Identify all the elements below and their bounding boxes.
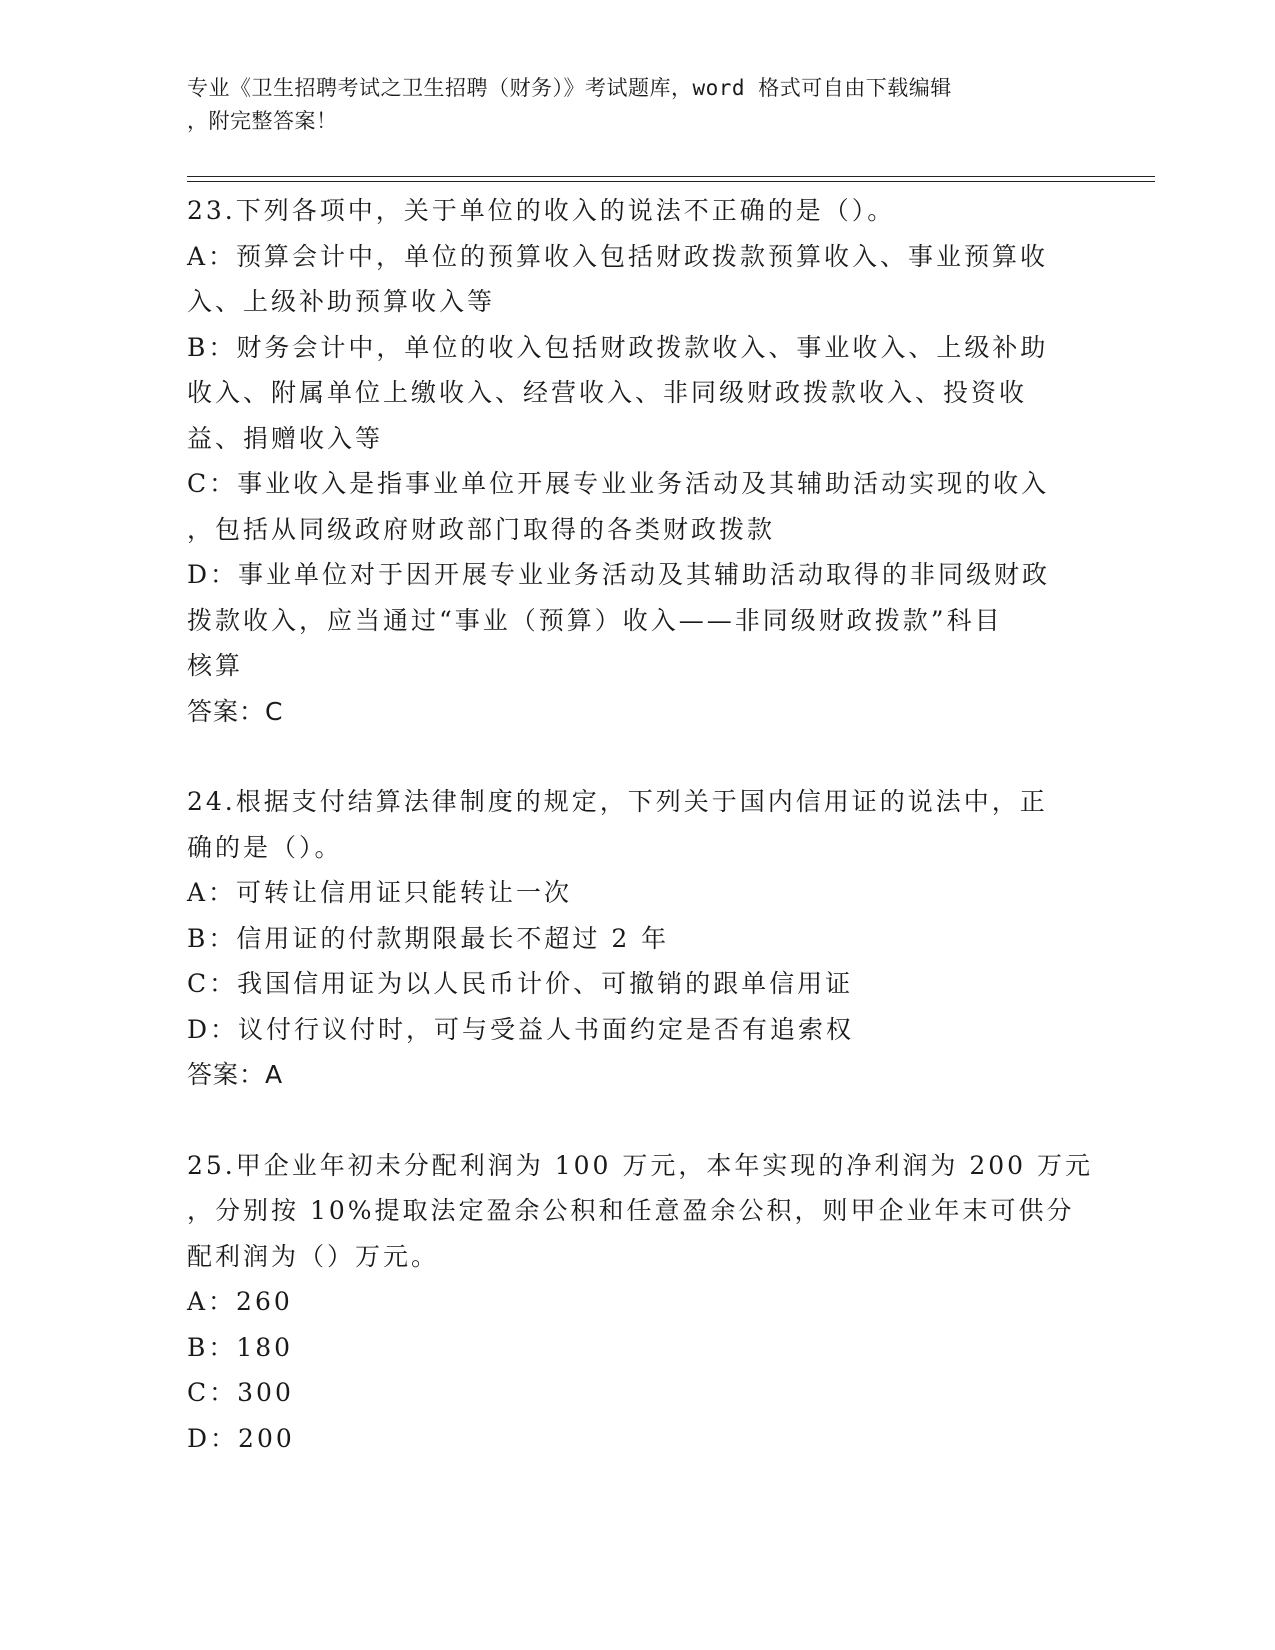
question-stem: 23.下列各项中，关于单位的收入的说法不正确的是（）。 xyxy=(187,196,896,225)
option-text: A：预算会计中，单位的预算收入包括财政拨款预算收入、事业预算收 xyxy=(187,241,1049,271)
document-header xyxy=(187,72,1077,138)
option-text: 核算 xyxy=(187,651,244,680)
option-text: C：300 xyxy=(187,1378,294,1407)
question-stem: 24.根据支付结算法律制度的规定，下列关于国内信用证的说法中，正 xyxy=(187,787,1048,816)
divider-line-top xyxy=(187,176,1155,177)
option-d xyxy=(187,1416,1087,1462)
question-stem: 配利润为（）万元。 xyxy=(187,1241,440,1271)
option-a xyxy=(187,870,1087,916)
option-d xyxy=(187,552,1087,689)
option-text: D：事业单位对于因开展专业业务活动及其辅助活动取得的非同级财政 xyxy=(187,560,1051,589)
option-text: 收入、附属单位上缴收入、经营收入、非同级财政拨款收入、投资收 xyxy=(187,378,1028,407)
option-text: A：260 xyxy=(187,1287,293,1316)
option-text: D：200 xyxy=(187,1423,295,1453)
option-text: D：议付行议付时，可与受益人书面约定是否有追索权 xyxy=(187,1014,855,1044)
header-divider xyxy=(187,176,1155,186)
option-c xyxy=(187,461,1087,552)
option-text: C：事业收入是指事业单位开展专业业务活动及其辅助活动实现的收入 xyxy=(187,469,1050,498)
option-text: 拨款收入，应当通过“事业（预算）收入——非同级财政拨款”科目 xyxy=(187,605,1003,635)
option-text: B：信用证的付款期限最长不超过 2 年 xyxy=(187,923,670,953)
answer-label: 答案：C xyxy=(187,696,284,726)
option-text: B：180 xyxy=(187,1332,294,1362)
option-b xyxy=(187,916,1087,962)
option-b xyxy=(187,1325,1087,1371)
option-text: C：我国信用证为以人民币计价、可撤销的跟单信用证 xyxy=(187,969,854,998)
spacer xyxy=(187,1098,1087,1143)
option-b xyxy=(187,325,1087,462)
question-23 xyxy=(187,188,1087,734)
question-list xyxy=(187,188,1093,1461)
divider-line-bottom xyxy=(187,181,1155,182)
question-25 xyxy=(187,1143,1093,1462)
question-stem: ，分别按 10%提取法定盈余公积和任意盈余公积，则甲企业年末可供分 xyxy=(187,1196,1075,1225)
spacer xyxy=(187,734,1087,779)
answer-label: 答案：A xyxy=(187,1060,284,1089)
option-a xyxy=(187,234,1087,325)
option-c xyxy=(187,961,1087,1007)
question-stem: 确的是（）。 xyxy=(187,832,343,862)
question-24 xyxy=(187,779,1087,1098)
question-stem: 25.甲企业年初未分配利润为 100 万元，本年实现的净利润为 200 万元 xyxy=(187,1150,1093,1180)
option-d xyxy=(187,1007,1087,1053)
option-a xyxy=(187,1279,1087,1325)
header-line-1: 专业《卫生招聘考试之卫生招聘（财务）》考试题库，word 格式可自由下载编辑 xyxy=(187,76,952,100)
option-text: B：财务会计中，单位的收入包括财政拨款收入、事业收入、上级补助 xyxy=(187,332,1049,362)
option-c xyxy=(187,1370,1087,1416)
option-text: 益、捐赠收入等 xyxy=(187,423,384,453)
header-line-2: ，附完整答案！ xyxy=(187,109,338,133)
option-text: ，包括从同级政府财政部门取得的各类财政拨款 xyxy=(187,514,776,544)
option-text: 入、上级补助预算收入等 xyxy=(187,287,496,316)
option-text: A：可转让信用证只能转让一次 xyxy=(187,878,573,907)
